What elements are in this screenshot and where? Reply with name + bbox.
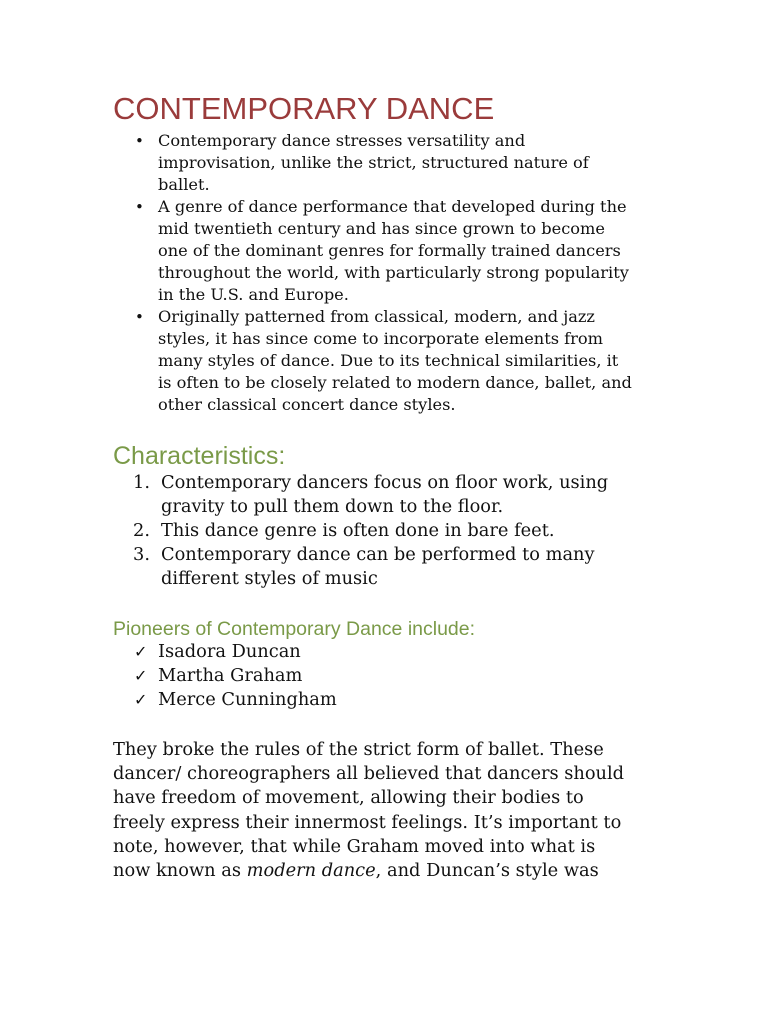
bullet-line: A genre of dance performance that developed during the [158,197,627,216]
numbered-item [113,471,673,519]
bullet-line: improvisation, unlike the strict, structured nature of [158,153,589,172]
italic-term: modern dance [246,860,376,882]
bullet-item [113,130,673,196]
checkmark-icon: ✓ [134,690,148,709]
bullet-line: throughout the world, with particularly strong popularity [158,263,629,282]
body-paragraph [113,738,673,883]
item-number: 1. [133,472,150,493]
pioneer-name: Isadora Duncan [158,641,301,662]
bullet-line: one of the dominant genres for formally trained dancers [158,241,621,260]
paragraph-last-line [113,859,673,883]
item-line: Contemporary dancers focus on floor work, using [161,472,609,493]
checkmark-icon: ✓ [134,666,148,685]
paragraph-text: now known as [113,860,247,882]
paragraph-line: have freedom of movement, allowing their bodies to [113,787,584,809]
paragraph-text: , and Duncan’s style was [375,860,599,882]
pioneer-item [113,688,673,712]
paragraph-line: They broke the rules of the strict form of ballet. These [113,739,604,760]
numbered-item [113,543,673,591]
paragraph-line: dancer/ choreographers all believed that dancers should [113,763,625,785]
pioneers-list [113,640,673,712]
pioneer-name: Martha Graham [158,665,303,686]
page-title: CONTEMPORARY DANCE [113,91,495,126]
item-line: different styles of music [161,568,378,589]
characteristics-heading: Characteristics: [113,442,286,470]
bullet-line: many styles of dance. Due to its technical similarities, it [158,351,619,370]
bullet-item [113,306,673,416]
item-line: gravity to pull them down to the floor. [161,496,504,517]
bullet-line: in the U.S. and Europe. [158,285,349,304]
pioneers-heading: Pioneers of Contemporary Dance include: [113,618,476,640]
item-number: 2. [133,520,150,541]
checkmark-icon: ✓ [134,642,148,661]
pioneer-item [113,664,673,688]
paragraph-line: freely express their innermost feelings. It’s important to [113,811,622,833]
bullet-line: mid twentieth century and has since grown to become [158,219,605,238]
bullet-line: other classical concert dance styles. [158,395,456,414]
numbered-item [113,519,673,543]
bullet-line: is often to be closely related to modern dance, ballet, and [158,373,632,392]
pioneer-name: Merce Cunningham [158,689,337,710]
item-number: 3. [133,544,150,565]
bullet-line: Originally patterned from classical, modern, and jazz [158,307,595,326]
pioneer-item [113,640,673,664]
bullet-line: Contemporary dance stresses versatility and [158,131,526,150]
bullet-item [113,196,673,306]
item-line: This dance genre is often done in bare feet. [161,520,555,541]
bullet-line: styles, it has since come to incorporate elements from [158,329,604,348]
characteristics-list [113,471,673,591]
paragraph-line: note, however, that while Graham moved into what is [113,835,596,857]
intro-bullet-list [113,130,673,416]
bullet-line: ballet. [158,175,210,194]
item-line: Contemporary dance can be performed to many [161,544,595,565]
